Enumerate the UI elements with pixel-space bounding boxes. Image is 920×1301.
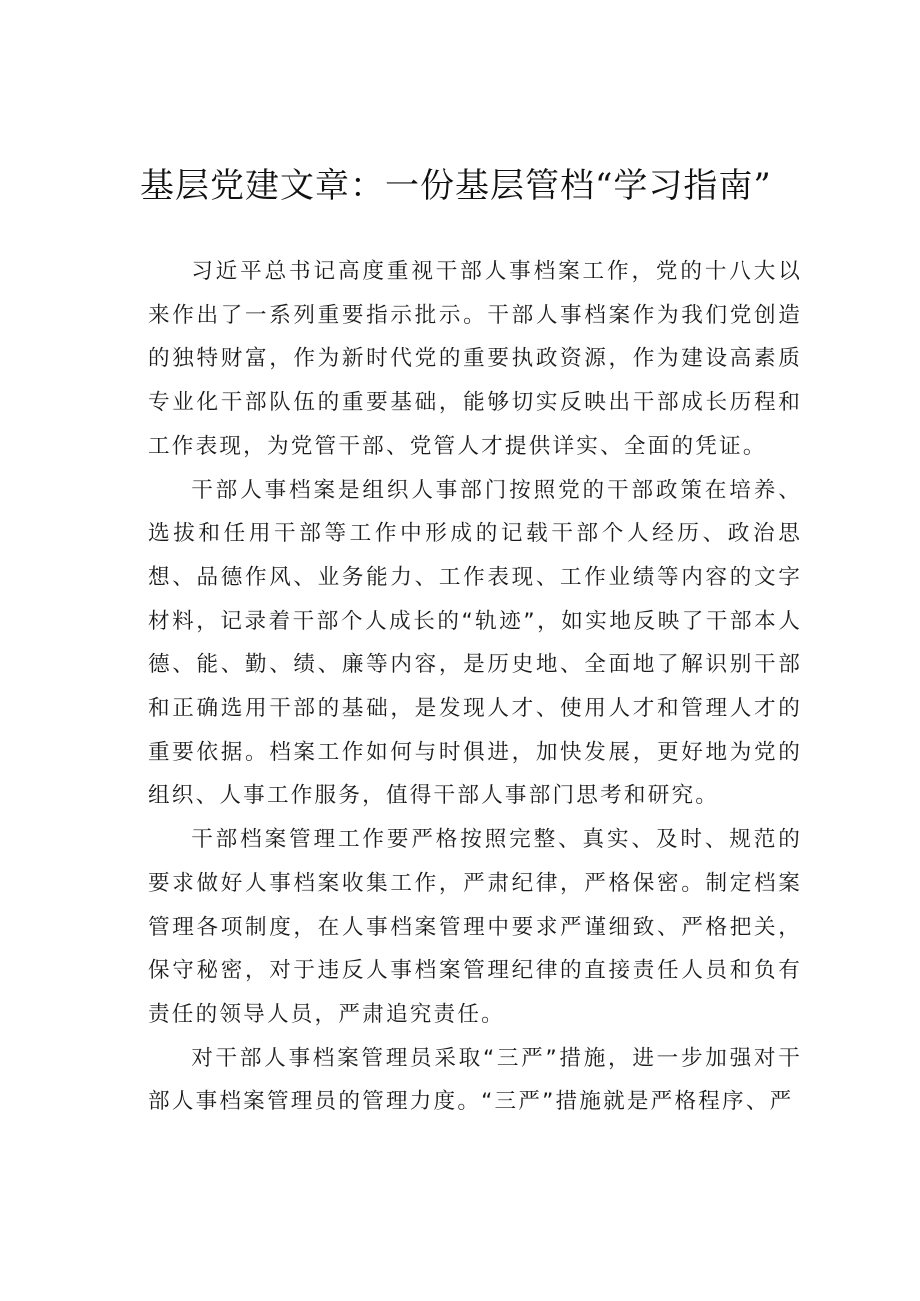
paragraph-3: 干部档案管理工作要严格按照完整、真实、及时、规范的要求做好人事档案收集工作，严肃纪律，严格保密。制定档案管理各项制度，在人事档案管理中要求严谨细致、严格把关，保守秘密，对于违反人事档案管理纪律的直接责任人员和负有责任的领导人员，严肃追究责任。 — [148, 827, 802, 1027]
document-title: 基层党建文章：一份基层管档“学习指南” — [140, 166, 772, 206]
paragraph-1: 习近平总书记高度重视干部人事档案工作，党的十八大以来作出了一系列重要指示批示。干部人事档案作为我们党创造的独特财富，作为新时代党的重要执政资源，作为建设高素质专业化干部队伍的重要基础，能够切实反映出干部成长历程和工作表现，为党管干部、党管人才提供详实、全面的凭证。 — [148, 259, 802, 459]
paragraph-2: 干部人事档案是组织人事部门按照党的干部政策在培养、选拔和任用干部等工作中形成的记载干部个人经历、政治思想、品德作风、业务能力、工作表现、工作业绩等内容的文字材料，记录着干部个人成长的“轨迹”，如实地反映了干部本人德、能、勤、绩、廉等内容，是历史地、全面地了解识别干部和正确选用干部的基础，是发现人才、使用人才和管理人才的重要依据。档案工作如何与时俱进，加快发展，更好地为党的组织、人事工作服务，值得干部人事部门思考和研究。 — [148, 477, 802, 809]
document-body — [148, 250, 802, 1124]
paragraph-4: 对干部人事档案管理员采取“三严”措施，进一步加强对干部人事档案管理员的管理力度。“三严”措施就是严格程序、严 — [148, 1045, 802, 1115]
